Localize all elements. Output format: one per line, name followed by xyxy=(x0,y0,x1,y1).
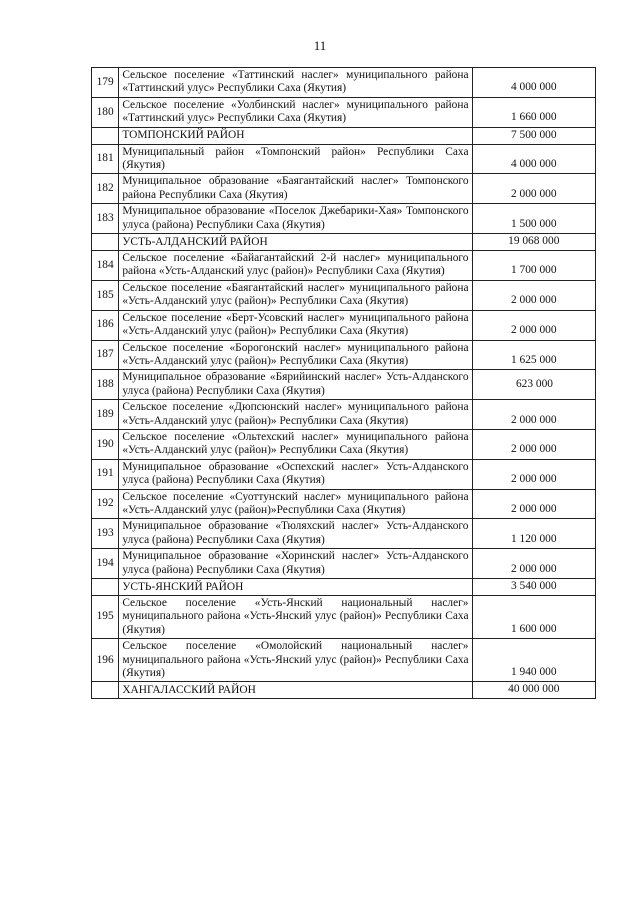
row-number: 193 xyxy=(92,519,119,549)
region-name: УСТЬ-ЯНСКИЙ РАЙОН xyxy=(119,579,472,596)
table-row xyxy=(92,400,596,430)
allocation-amount: 2 000 000 xyxy=(472,310,595,340)
row-number: 181 xyxy=(92,144,119,174)
table-row xyxy=(92,68,596,98)
table-row xyxy=(92,639,596,682)
row-number: 190 xyxy=(92,429,119,459)
row-number: 189 xyxy=(92,400,119,430)
row-number: 186 xyxy=(92,310,119,340)
allocation-table xyxy=(91,67,596,699)
row-number: 194 xyxy=(92,549,119,579)
row-number: 185 xyxy=(92,280,119,310)
allocation-amount: 2 000 000 xyxy=(472,489,595,519)
region-header-row xyxy=(92,234,596,251)
municipality-name: Сельское поселение «Дюпсюнский наслег» муниципального района «Усть-Алданский улус (район)» Республики Саха (Якутия) xyxy=(119,400,472,430)
row-number-cell xyxy=(92,682,119,699)
row-number: 180 xyxy=(92,97,119,127)
row-number-cell xyxy=(92,234,119,251)
municipality-name: Муниципальное образование «Тюляхский наслег» Усть-Алданского улуса (района) Республики Саха (Якутия) xyxy=(119,519,472,549)
municipality-name: Сельское поселение «Борогонский наслег» муниципального района «Усть-Алданский улус (район)» Республики Саха (Якутия) xyxy=(119,340,472,370)
allocation-amount: 2 000 000 xyxy=(472,429,595,459)
table-row xyxy=(92,489,596,519)
region-header-row xyxy=(92,579,596,596)
region-header-row xyxy=(92,682,596,699)
table-row xyxy=(92,519,596,549)
row-number: 188 xyxy=(92,370,119,400)
row-number: 184 xyxy=(92,251,119,281)
municipality-name: Сельское поселение «Байагантайский 2-й наслег» муниципального района «Усть-Алданский улус (район)» Республики Саха (Якутия) xyxy=(119,251,472,281)
table-row xyxy=(92,370,596,400)
row-number: 187 xyxy=(92,340,119,370)
municipality-name: Муниципальное образование «Баягантайский наслег» Томпонского района Республики Саха (Якутия) xyxy=(119,174,472,204)
allocation-amount: 1 625 000 xyxy=(472,340,595,370)
table-row xyxy=(92,251,596,281)
municipality-name: Сельское поселение «Омолойский национальный наслег» муниципального района «Усть-Янский улус (район)» Республики Саха (Якутия) xyxy=(119,639,472,682)
table-row xyxy=(92,429,596,459)
region-total: 3 540 000 xyxy=(472,579,595,596)
municipality-name: Сельское поселение «Берт-Усовский наслег» муниципального района «Усть-Алданский улус (район)» Республики Саха (Якутия) xyxy=(119,310,472,340)
municipality-name: Муниципальное образование «Бярийинский наслег» Усть-Алданского улуса (района) Республики Саха (Якутия) xyxy=(119,370,472,400)
table-row xyxy=(92,340,596,370)
allocation-amount: 1 940 000 xyxy=(472,639,595,682)
row-number: 183 xyxy=(92,204,119,234)
allocation-amount: 1 600 000 xyxy=(472,596,595,639)
table-row xyxy=(92,310,596,340)
row-number: 191 xyxy=(92,459,119,489)
region-total: 40 000 000 xyxy=(472,682,595,699)
municipality-name: Сельское поселение «Таттинский наслег» муниципального района «Таттинский улус» Республики Саха (Якутия) xyxy=(119,68,472,98)
region-header-row xyxy=(92,127,596,144)
row-number-cell xyxy=(92,579,119,596)
allocation-table-body xyxy=(92,68,596,699)
municipality-name: Муниципальный район «Томпонский район» Республики Саха (Якутия) xyxy=(119,144,472,174)
allocation-amount: 1 500 000 xyxy=(472,204,595,234)
row-number: 192 xyxy=(92,489,119,519)
row-number: 196 xyxy=(92,639,119,682)
region-name: УСТЬ-АЛДАНСКИЙ РАЙОН xyxy=(119,234,472,251)
municipality-name: Муниципальное образование «Оспехский наслег» Усть-Алданского улуса (района) Республики Саха (Якутия) xyxy=(119,459,472,489)
allocation-amount: 4 000 000 xyxy=(472,144,595,174)
allocation-amount: 2 000 000 xyxy=(472,459,595,489)
table-row xyxy=(92,204,596,234)
allocation-amount: 1 700 000 xyxy=(472,251,595,281)
region-total: 19 068 000 xyxy=(472,234,595,251)
row-number: 179 xyxy=(92,68,119,98)
allocation-amount: 2 000 000 xyxy=(472,400,595,430)
allocation-amount: 623 000 xyxy=(472,370,595,400)
municipality-name: Муниципальное образование «Хоринский наслег» Усть-Алданского улуса (района) Республики Саха (Якутия) xyxy=(119,549,472,579)
table-row xyxy=(92,459,596,489)
table-row xyxy=(92,144,596,174)
municipality-name: Сельское поселение «Баягантайский наслег» муниципального района «Усть-Алданский улус (район)» Республики Саха (Якутия) xyxy=(119,280,472,310)
allocation-amount: 2 000 000 xyxy=(472,549,595,579)
region-total: 7 500 000 xyxy=(472,127,595,144)
table-row xyxy=(92,97,596,127)
municipality-name: Сельское поселение «Ольтехский наслег» муниципального района «Усть-Алданский улус (район)» Республики Саха (Якутия) xyxy=(119,429,472,459)
municipality-name: Сельское поселение «Уолбинский наслег» муниципального района «Таттинский улус» Республики Саха (Якутия) xyxy=(119,97,472,127)
municipality-name: Сельское поселение «Суоттунский наслег» муниципального района «Усть-Алданский улус (район)»Республики Саха (Якутия) xyxy=(119,489,472,519)
allocation-amount: 4 000 000 xyxy=(472,68,595,98)
row-number: 195 xyxy=(92,596,119,639)
table-row xyxy=(92,280,596,310)
row-number-cell xyxy=(92,127,119,144)
allocation-amount: 1 660 000 xyxy=(472,97,595,127)
table-row xyxy=(92,596,596,639)
table-row xyxy=(92,549,596,579)
region-name: ХАНГАЛАССКИЙ РАЙОН xyxy=(119,682,472,699)
table-row xyxy=(92,174,596,204)
allocation-amount: 2 000 000 xyxy=(472,280,595,310)
region-name: ТОМПОНСКИЙ РАЙОН xyxy=(119,127,472,144)
municipality-name: Муниципальное образование «Поселок Джебарики-Хая» Томпонского улуса (района) Республики Саха (Якутия) xyxy=(119,204,472,234)
allocation-amount: 1 120 000 xyxy=(472,519,595,549)
page-number: 11 xyxy=(313,38,327,53)
allocation-amount: 2 000 000 xyxy=(472,174,595,204)
municipality-name: Сельское поселение «Усть-Янский национальный наслег» муниципального района «Усть-Янский улус (район)» Республики Саха (Якутия) xyxy=(119,596,472,639)
row-number: 182 xyxy=(92,174,119,204)
